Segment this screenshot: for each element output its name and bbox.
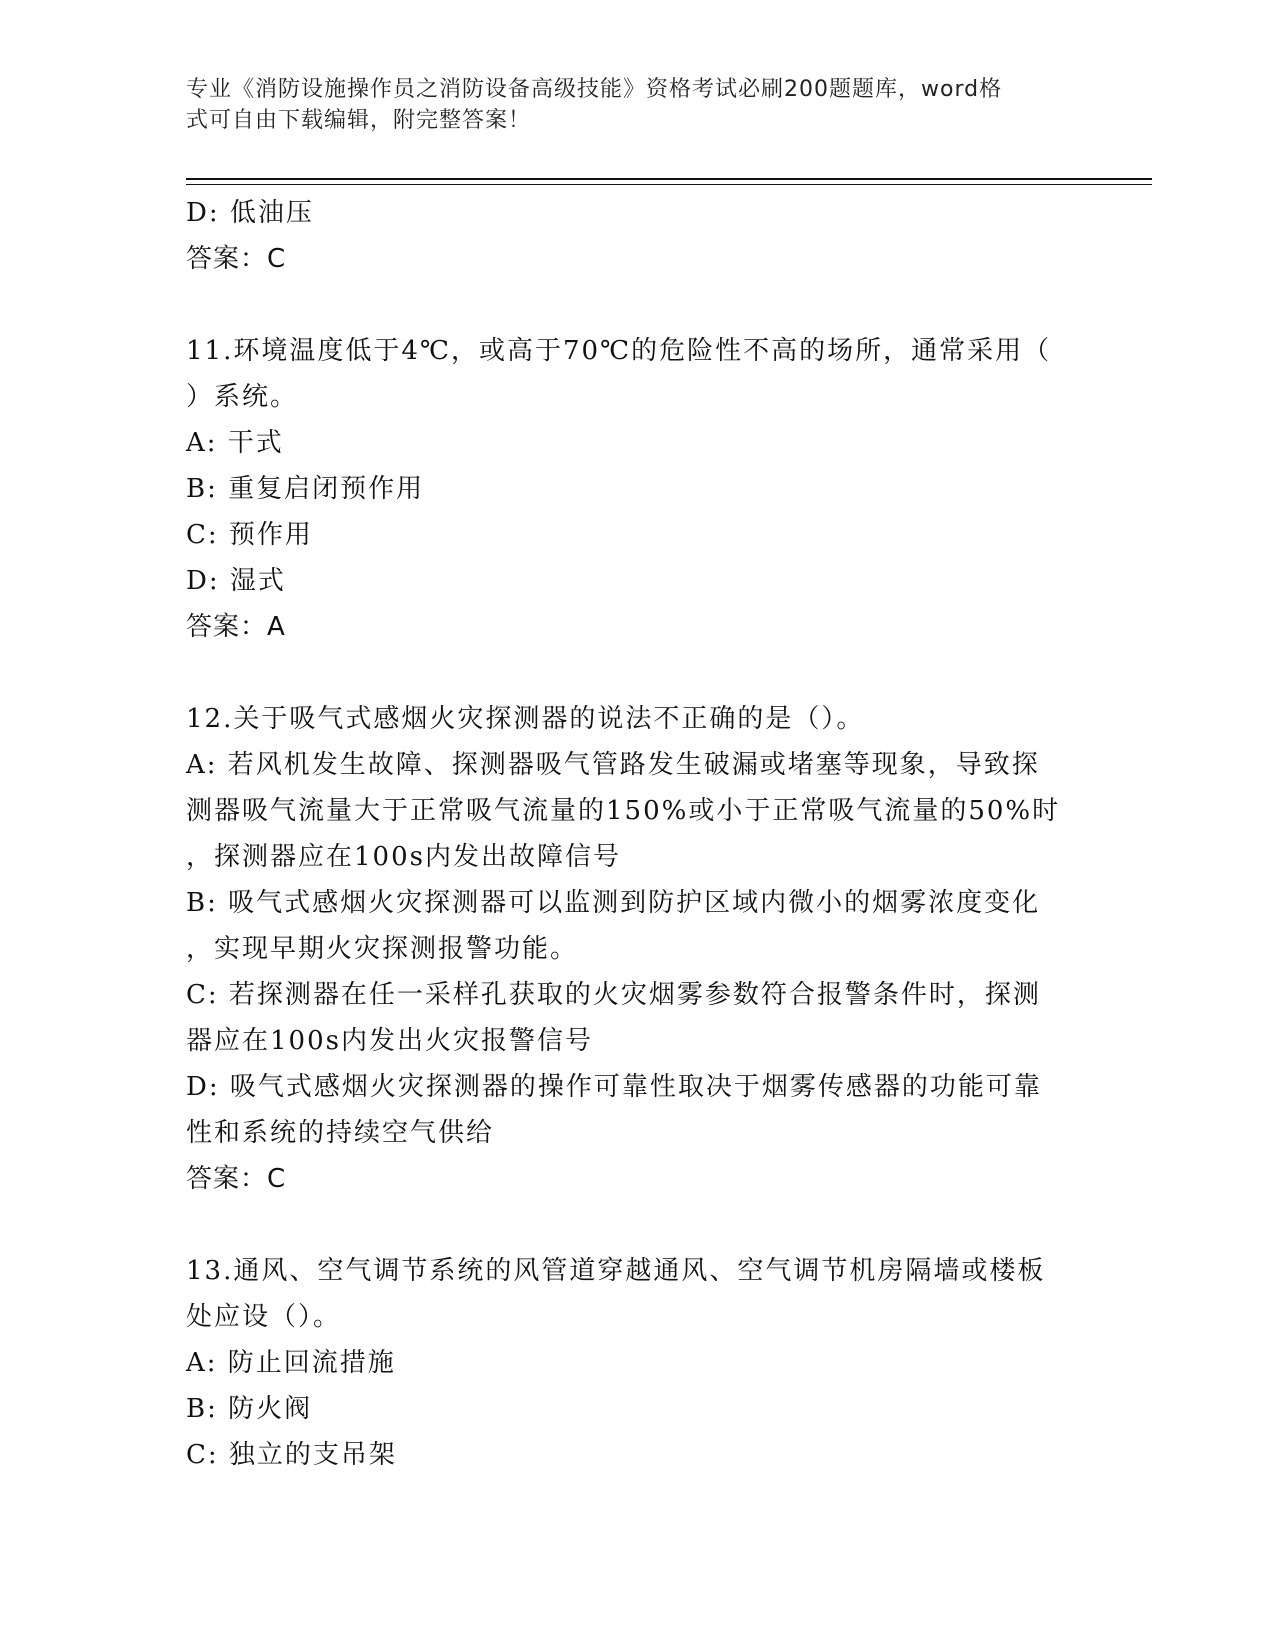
header-divider-thin xyxy=(186,184,1152,185)
option-d: D: 低油压 xyxy=(186,198,314,228)
answer-line: 答案：C xyxy=(186,1164,287,1194)
option-c: C: 独立的支吊架 xyxy=(186,1440,397,1470)
option-c: C: 预作用 xyxy=(186,520,313,550)
header-divider-thick xyxy=(186,178,1152,180)
option-a: A: 防止回流措施 xyxy=(186,1348,396,1378)
spacer xyxy=(186,1202,1066,1248)
question-content xyxy=(186,190,1066,1478)
option-d-continued: 性和系统的持续空气供给 xyxy=(186,1118,495,1148)
spacer xyxy=(186,650,1066,696)
option-c-continued: 器应在100s内发出火灾报警信号 xyxy=(186,1026,593,1056)
question-11 xyxy=(186,328,1066,650)
question-12 xyxy=(186,696,1066,1202)
document-header xyxy=(186,74,1066,136)
option-c: C: 若探测器在任一采样孔获取的火灾烟雾参数符合报警条件时，探测 xyxy=(186,980,1041,1010)
question-stem-continued: 处应设（）。 xyxy=(186,1302,342,1332)
option-b-continued: ，实现早期火灾探测报警功能。 xyxy=(186,934,579,964)
header-line-2: 式可自由下载编辑，附完整答案！ xyxy=(186,108,532,133)
question-stem: 11.环境温度低于4℃，或高于70℃的危险性不高的场所，通常采用（ xyxy=(186,336,1052,366)
option-a: A: 若风机发生故障、探测器吸气管路发生破漏或堵塞等现象，导致探 xyxy=(186,750,1040,780)
option-b: B: 吸气式感烟火灾探测器可以监测到防护区域内微小的烟雾浓度变化 xyxy=(186,888,1041,918)
header-line-1: 专业《消防设施操作员之消防设备高级技能》资格考试必刷200题题库，word格 xyxy=(186,77,1003,102)
option-b: B: 防火阀 xyxy=(186,1394,313,1424)
option-d: D: 湿式 xyxy=(186,566,286,596)
option-a-continued: 测器吸气流量大于正常吸气流量的150%或小于正常吸气流量的50%时 xyxy=(186,796,1061,826)
question-stem-continued: ）系统。 xyxy=(186,382,299,412)
option-a-continued: ，探测器应在100s内发出故障信号 xyxy=(186,842,621,872)
spacer xyxy=(186,282,1066,328)
option-a: A: 干式 xyxy=(186,428,284,458)
option-b: B: 重复启闭预作用 xyxy=(186,474,425,504)
question-10-tail xyxy=(186,190,1066,282)
option-d: D: 吸气式感烟火灾探测器的操作可靠性取决于烟雾传感器的功能可靠 xyxy=(186,1072,1042,1102)
question-stem: 12.关于吸气式感烟火灾探测器的说法不正确的是（）。 xyxy=(186,704,865,734)
answer-line: 答案：C xyxy=(186,244,287,274)
question-13 xyxy=(186,1248,1066,1478)
answer-line: 答案：A xyxy=(186,612,286,642)
question-stem: 13.通风、空气调节系统的风管道穿越通风、空气调节机房隔墙或楼板 xyxy=(186,1256,1046,1286)
